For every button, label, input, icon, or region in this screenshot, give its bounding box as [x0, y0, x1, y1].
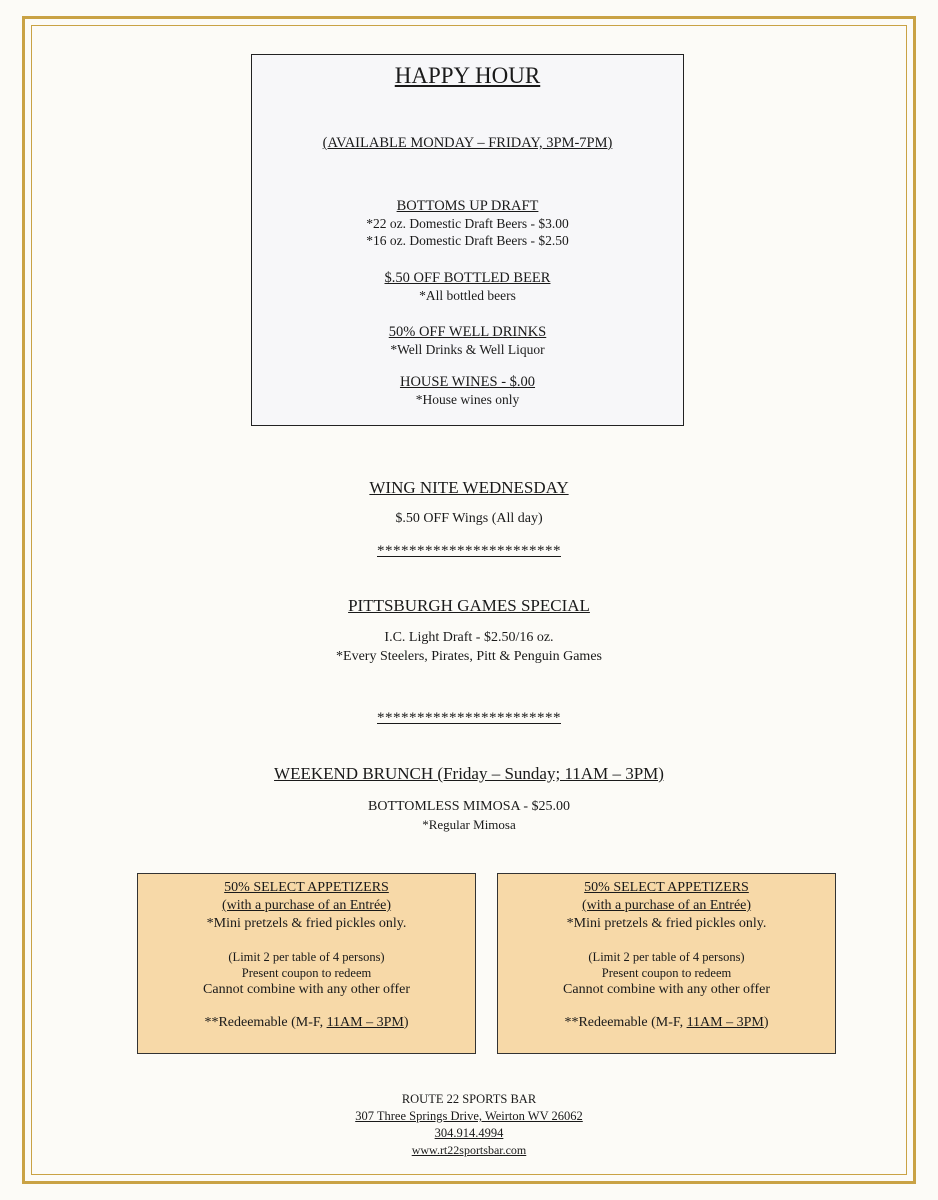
coupon-present: Present coupon to redeem [601, 966, 732, 980]
coupon-title: 50% SELECT APPETIZERS [224, 880, 389, 895]
redeem-suffix: ) [403, 1015, 409, 1030]
coupon-redeem [138, 1015, 475, 1031]
redeem-hours: 11AM – 3PM [686, 1015, 764, 1030]
footer-website-link[interactable]: www.rt22sportsbar.com [411, 1143, 527, 1157]
coupon-present: Present coupon to redeem [241, 966, 372, 980]
redeem-prefix: **Redeemable (M-F, [204, 1015, 327, 1030]
happy-hour-title: HAPPY HOUR [394, 63, 541, 88]
section-heading: HOUSE WINES - $.00 [399, 374, 536, 390]
section-house-wines [252, 373, 683, 408]
redeem-suffix: ) [763, 1015, 769, 1030]
pittsburgh-line: I.C. Light Draft - $2.50/16 oz. [384, 630, 554, 645]
wing-nite-line: $.50 OFF Wings (All day) [395, 511, 543, 526]
brunch-item: BOTTOMLESS MIMOSA - $25.00 [368, 799, 570, 814]
brunch-note: *Regular Mimosa [422, 817, 516, 832]
footer-phone: 304.914.4994 [434, 1126, 504, 1140]
pittsburgh-heading: PITTSBURGH GAMES SPECIAL [348, 596, 590, 615]
happy-hour-box [251, 54, 684, 426]
section-bottoms-up [252, 197, 683, 249]
redeem-prefix: **Redeemable (M-F, [564, 1015, 687, 1030]
section-line: *House wines only [415, 392, 520, 407]
coupon-limit: (Limit 2 per table of 4 persons) [588, 950, 745, 964]
coupon-subtitle: (with a purchase of an Entrée) [221, 898, 392, 913]
coupon-combine: Cannot combine with any other offer [203, 982, 410, 997]
divider-stars: *********************** [377, 710, 561, 726]
coupon-limit: (Limit 2 per table of 4 persons) [228, 950, 385, 964]
coupon-redeem [498, 1015, 835, 1031]
happy-hour-availability: (AVAILABLE MONDAY – FRIDAY, 3PM-7PM) [322, 135, 613, 151]
coupon-title: 50% SELECT APPETIZERS [584, 880, 749, 895]
redeem-hours: 11AM – 3PM [326, 1015, 404, 1030]
coupon-right [497, 873, 836, 1054]
section-heading: BOTTOMS UP DRAFT [396, 198, 539, 214]
brunch-heading: WEEKEND BRUNCH (Friday – Sunday; 11AM – 3PM) [274, 764, 664, 783]
coupon-left [137, 873, 476, 1054]
wing-nite-heading: WING NITE WEDNESDAY [369, 478, 569, 497]
section-heading: 50% OFF WELL DRINKS [388, 324, 547, 340]
coupon-items: *Mini pretzels & fried pickles only. [566, 916, 767, 931]
section-heading: $.50 OFF BOTTLED BEER [384, 270, 551, 286]
coupon-items: *Mini pretzels & fried pickles only. [206, 916, 407, 931]
section-well-drinks [252, 323, 683, 358]
pittsburgh-line: *Every Steelers, Pirates, Pitt & Penguin Games [336, 649, 602, 664]
section-line: *Well Drinks & Well Liquor [390, 342, 545, 357]
coupon-subtitle: (with a purchase of an Entrée) [581, 898, 752, 913]
section-bottled-beer [252, 269, 683, 304]
section-line: *All bottled beers [419, 288, 516, 303]
section-line: *16 oz. Domestic Draft Beers - $2.50 [366, 233, 569, 248]
coupon-combine: Cannot combine with any other offer [563, 982, 770, 997]
footer-name: ROUTE 22 SPORTS BAR [401, 1092, 537, 1106]
divider-stars: *********************** [377, 543, 561, 559]
section-line: *22 oz. Domestic Draft Beers - $3.00 [366, 216, 569, 231]
footer-address: 307 Three Springs Drive, Weirton WV 26062 [355, 1109, 583, 1123]
